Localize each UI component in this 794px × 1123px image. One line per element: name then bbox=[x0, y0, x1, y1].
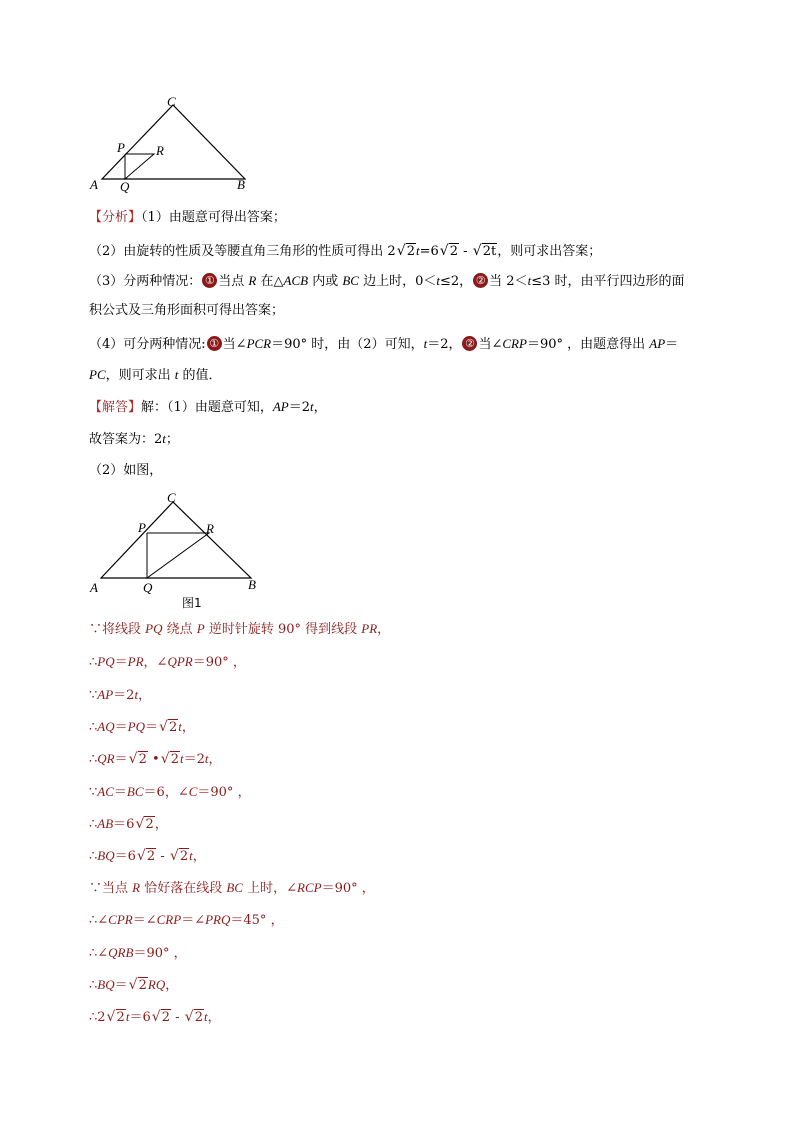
fig1-label-B: B bbox=[237, 177, 245, 192]
analysis-line-4: 积公式及三角形面积可得出答案； bbox=[89, 303, 285, 318]
step-6: ∵AC＝BC＝6，∠C＝90° ， bbox=[89, 784, 251, 800]
answer-tag: 解答 bbox=[102, 400, 129, 415]
fig2-label-B: B bbox=[248, 577, 256, 592]
analysis-line-1: 【分析】（1）由题意可得出答案； bbox=[89, 210, 286, 225]
step-12: ∴BQ＝√ 2RQ， bbox=[89, 976, 178, 995]
fig1-label-Q: Q bbox=[120, 179, 130, 194]
step-4: ∴AQ＝PQ＝√ 2t， bbox=[89, 718, 195, 737]
step-5: ∴QR＝√ 2 •√ 2t＝2t， bbox=[89, 750, 222, 769]
fig2-label-P: P bbox=[138, 520, 146, 535]
fig1-label-C: C bbox=[167, 94, 176, 109]
fig2-label-Q: Q bbox=[143, 580, 153, 595]
figure-2-triangle bbox=[85, 488, 275, 613]
step-9: ∵当点 R 恰好落在线段 BC 上时，∠RCP＝90° ， bbox=[89, 880, 375, 896]
fig1-label-R: R bbox=[156, 143, 164, 158]
analysis-line-5: （4）可分两种情况: ① 当∠PCR＝90° 时，由（2）可知，t＝2， ② 当∠CRP＝90° ，由题意得出 AP＝ bbox=[89, 336, 679, 352]
answer-line-1: 【解答】解：（1）由题意可知，AP＝2t， bbox=[89, 399, 327, 415]
fig1-label-P: P bbox=[117, 140, 125, 155]
step-1: ∵将线段 PQ 绕点 P 逆时针旋转 90° 得到线段 PR， bbox=[89, 621, 391, 637]
fig2-caption: 图1 bbox=[182, 596, 202, 610]
step-2: ∴PQ＝PR，∠QPR＝90° ， bbox=[89, 654, 246, 670]
step-7: ∴AB＝6√ 2， bbox=[89, 815, 168, 834]
step-10: ∴∠CPR＝∠CRP＝∠PRQ＝45° ， bbox=[89, 912, 284, 928]
step-3: ∵AP＝2t， bbox=[89, 687, 152, 703]
analysis-line-3: （3）分两种情况： ① 当点 R 在△ACB 内或 BC 边上时，0＜t≤2， ② 当 2＜t≤3 时，由平行四边形的面 bbox=[89, 273, 685, 289]
answer-line-2: 故答案为：2t； bbox=[89, 431, 179, 447]
fig1-label-A: A bbox=[90, 177, 98, 192]
step-8: ∴BQ＝6√ 2 - √ 2t， bbox=[89, 847, 206, 866]
step-13: ∴2√ 2t＝6√ 2 - √ 2t， bbox=[89, 1008, 221, 1027]
step-11: ∴∠QRB＝90° ， bbox=[89, 945, 187, 961]
answer-line-3: （2）如图， bbox=[89, 463, 163, 478]
fig2-label-A: A bbox=[90, 580, 98, 595]
figure-1-triangle bbox=[85, 93, 265, 198]
fig2-label-C: C bbox=[167, 490, 176, 505]
analysis-line-2: （2）由旋转的性质及等腰直角三角形的性质可得出 2√ 2t=6√ 2 - √ 2t，则可求出答案； bbox=[89, 242, 601, 261]
fig2-label-R: R bbox=[206, 521, 214, 536]
analysis-line-6: PC，则可求出 t 的值． bbox=[89, 367, 222, 383]
analysis-tag: 分析 bbox=[102, 210, 129, 225]
